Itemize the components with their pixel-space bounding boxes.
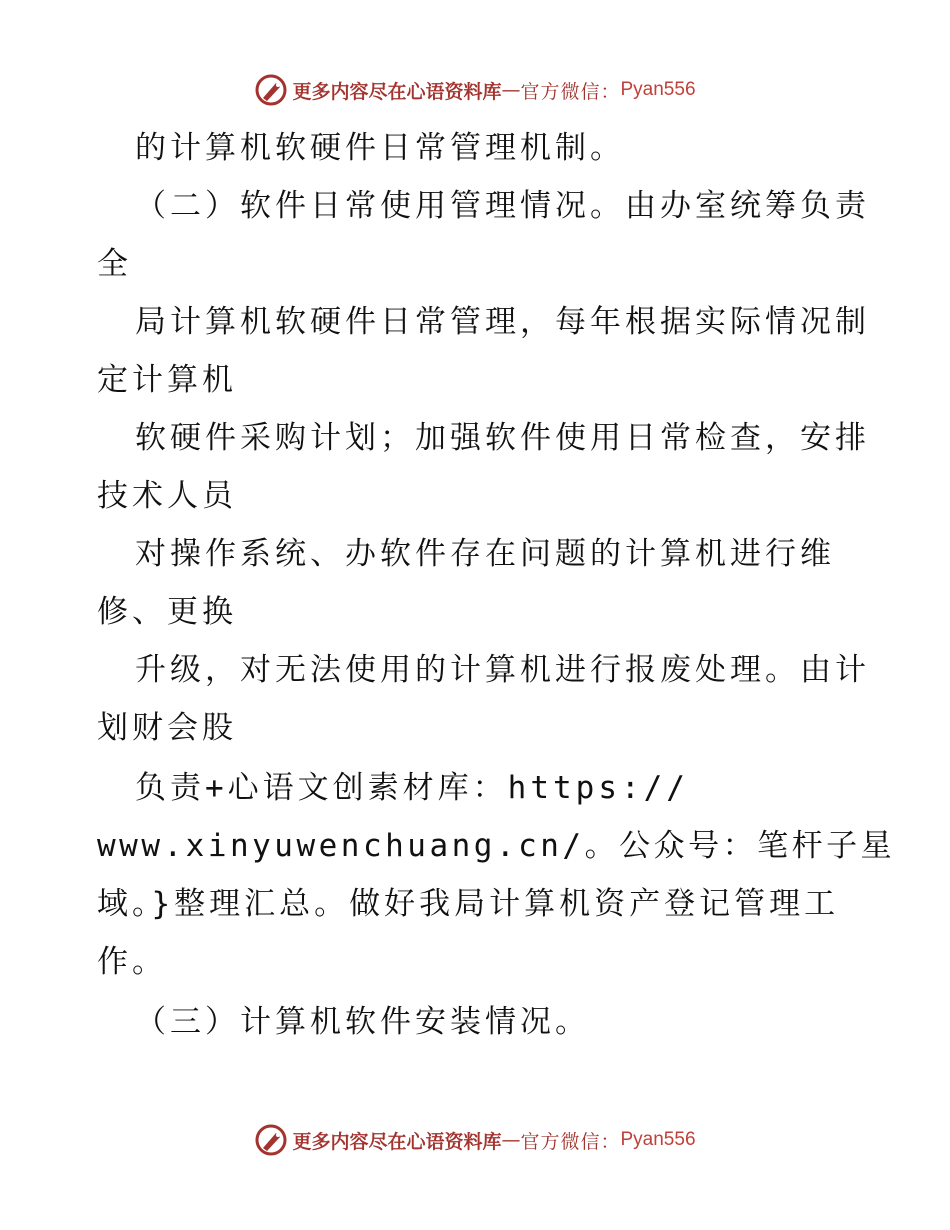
banner-title: 更多内容尽在心语资料库 — [292, 80, 502, 103]
paragraph-line: 修、更换 — [97, 594, 237, 630]
paragraph-line: 负责+心语文创素材库：https:// — [135, 770, 689, 806]
banner-wechat-id: Pyan556 — [620, 1129, 696, 1150]
pen-logo-icon — [254, 73, 288, 107]
paragraph-line: www.xinyuwenchuang.cn/。公众号：笔杆子星 — [97, 828, 896, 864]
paragraph-line: 局计算机软硬件日常管理，每年根据实际情况制 — [135, 304, 870, 340]
banner-wechat-label: 官方微信： — [520, 1130, 621, 1153]
paragraph-line: 划财会股 — [97, 710, 237, 746]
pen-logo-icon — [254, 1123, 288, 1157]
paragraph-line: （二）软件日常使用管理情况。由办室统筹负责 — [135, 188, 870, 224]
paragraph-line: 作。 — [97, 944, 167, 980]
paragraph-line: 全 — [97, 246, 132, 282]
banner-title: 更多内容尽在心语资料库 — [292, 1130, 502, 1153]
paragraph-line: 对操作系统、办软件存在问题的计算机进行维 — [135, 536, 835, 572]
paragraph-line: 域。}整理汇总。做好我局计算机资产登记管理工 — [97, 886, 840, 922]
banner-dash: — — [501, 79, 521, 101]
paragraph-line: 软硬件采购计划；加强软件使用日常检查，安排 — [135, 420, 870, 456]
paragraph-line: 升级，对无法使用的计算机进行报废处理。由计 — [135, 652, 870, 688]
header-banner — [0, 70, 950, 110]
banner-dash: — — [501, 1129, 521, 1151]
paragraph-line: 技术人员 — [97, 478, 237, 514]
banner-wechat-label: 官方微信： — [520, 80, 621, 103]
paragraph-line: 定计算机 — [97, 362, 237, 398]
paragraph-line: （三）计算机软件安装情况。 — [135, 1004, 590, 1040]
banner-wechat-id: Pyan556 — [620, 79, 696, 100]
paragraph-line: 的计算机软硬件日常管理机制。 — [135, 130, 625, 166]
footer-banner — [0, 1120, 950, 1160]
